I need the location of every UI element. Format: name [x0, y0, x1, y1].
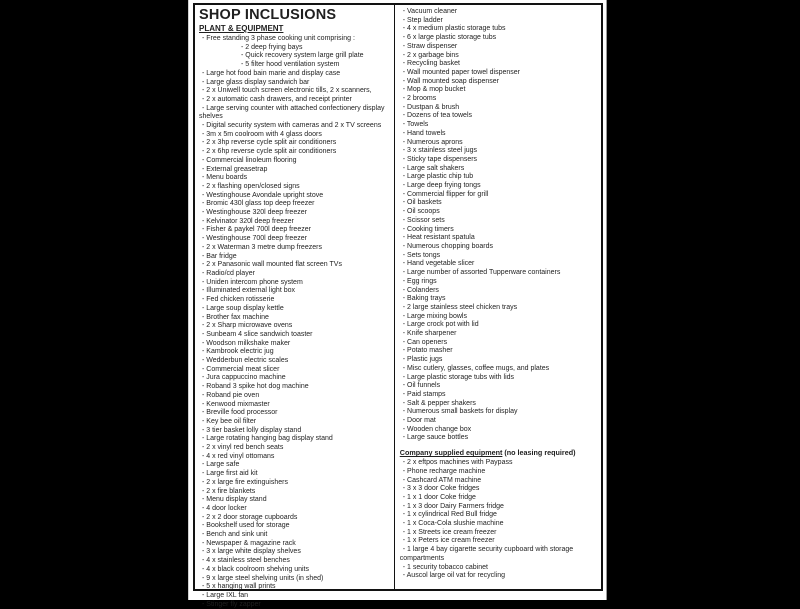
list-item: - Fisher & paykel 700l deep freezer: [202, 226, 311, 234]
list-item: - Phone recharge machine: [402, 467, 486, 475]
list-item: - 3 x stainless steel jugs: [402, 147, 478, 155]
list-item: - Door mat: [402, 417, 436, 425]
list-item: - 3 x 3 door Coke fridges: [402, 485, 480, 493]
list-item: - Wooden change box: [402, 425, 472, 433]
list-item: - Commercial meat slicer: [202, 365, 280, 373]
list-item: - 5 filter hood ventilation system: [241, 61, 340, 69]
list-item: - Breville food processor: [202, 409, 278, 417]
list-item: - Kelvinator 320l deep freezer: [202, 217, 294, 225]
list-item: - 2 x vinyl red bench seats: [202, 444, 284, 452]
list-item: - Large deep frying tongs: [402, 182, 481, 190]
list-item: - 9 x large steel shelving units (in shed): [202, 574, 324, 582]
list-item: - 2 x large fire extinguishers: [202, 478, 288, 486]
list-item: - Oil baskets: [402, 199, 442, 207]
list-item: - Knife sharpener: [402, 330, 457, 338]
list-item: - Paid stamps: [402, 390, 446, 398]
list-item: - Dustpan & brush: [402, 103, 460, 111]
list-item: - Large crock pot with lid: [402, 321, 479, 329]
list-item: - Large mixing bowls: [402, 312, 467, 320]
list-item: - 4 x black coolroom shelving units: [202, 565, 309, 573]
company-supplied-heading-text: Company supplied equipment: [399, 448, 503, 458]
list-item: - Illuminated external light box: [202, 287, 295, 295]
list-item: - 4 x medium plastic storage tubs: [402, 25, 506, 33]
list-item: - Salt & pepper shakers: [402, 399, 476, 407]
list-item: - 3m x 5m coolroom with 4 glass doors: [202, 130, 322, 138]
list-item: - Wall mounted soap dispenser: [402, 77, 499, 85]
list-item: - Large sauce bottles: [402, 434, 469, 442]
list-item: - Straw dispenser: [402, 42, 458, 50]
list-item: - 2 x 2 door storage cupboards: [202, 513, 298, 521]
list-item: - Free standing 3 phase cooking unit comprising :: [202, 35, 355, 42]
list-item: - 2 deep frying bays: [241, 43, 303, 51]
list-item: - 4 x stainless steel benches: [202, 557, 290, 565]
list-item: - Westinghouse Avondale upright stove: [202, 191, 324, 199]
list-item: - Large soup display kettle: [202, 304, 284, 312]
left-column: [195, 5, 395, 608]
list-item: - Bromic 430l glass top deep freezer: [202, 200, 315, 208]
list-item: - 2 x Panasonic wall mounted flat screen TVs: [202, 261, 342, 269]
list-item: - Large salt shakers: [402, 164, 465, 172]
list-item: - 2 x Sharp microwave ovens: [202, 322, 293, 330]
list-item: - Fed chicken rotisserie: [202, 296, 275, 304]
section-heading-plant-equipment: PLANT & EQUIPMENT: [199, 24, 284, 33]
list-item: - Sticky tape dispensers: [402, 155, 478, 163]
plant-equipment-list: [199, 35, 391, 609]
list-item: - 4 door locker: [202, 504, 247, 512]
list-item: - Woodson milkshake maker: [202, 339, 291, 347]
list-item: - Mop & mop bucket: [402, 86, 466, 94]
list-item: - Numerous chopping boards: [402, 242, 494, 250]
list-item: - Can openers: [402, 338, 448, 346]
list-item: - 1 x Coca-Cola slushie machine: [402, 520, 504, 528]
list-item: - Commercial linoleum flooring: [202, 156, 297, 164]
list-item: - Large first aid kit: [202, 470, 258, 478]
list-item: - 2 x Uniwell touch screen electronic tills, 2 x scanners,: [202, 87, 372, 95]
list-item: - Scissor sets: [402, 216, 445, 224]
list-item: - Large plastic chip tub: [402, 173, 474, 181]
list-item: - Jura cappuccino machine: [202, 374, 286, 382]
list-item: - 2 x automatic cash drawers, and receipt printer: [202, 95, 352, 103]
list-item: - Stinger fly zapper: [202, 600, 261, 608]
list-item: - 2 large stainless steel chicken trays: [402, 303, 518, 311]
list-item: - Brother fax machine: [202, 313, 269, 321]
list-item: - Hand towels: [402, 129, 446, 137]
list-item: - 2 x garbage bins: [402, 51, 459, 59]
list-item: - Cashcard ATM machine: [402, 476, 482, 484]
list-item: - 2 x 3hp reverse cycle split air conditioners: [202, 139, 337, 147]
list-item: - 2 x Waterman 3 metre dump freezers: [202, 243, 322, 251]
list-item: - Large serving counter with attached confectionery display shelves: [199, 104, 385, 121]
list-item: - 6 x large plastic storage tubs: [402, 34, 497, 42]
list-item: - Radio/cd player: [202, 269, 255, 277]
list-item: - 1 x Peters ice cream freezer: [402, 537, 495, 545]
list-item: - Menu display stand: [202, 496, 267, 504]
list-item: - Bench and sink unit: [202, 531, 268, 539]
list-item: - Large hot food bain marie and display case: [202, 69, 341, 77]
list-item: - Digital security system with cameras and 2 x TV screens: [202, 122, 382, 130]
section-heading-company-supplied: [400, 448, 599, 458]
list-item: - 1 x Streets ice cream freezer: [402, 528, 497, 536]
list-item: - 3 x large white display shelves: [202, 548, 301, 556]
company-supplied-list: [400, 459, 599, 581]
list-item: - Hand vegetable slicer: [402, 260, 475, 268]
list-item: - External greasetrap: [202, 165, 268, 173]
list-item: - 2 x eftpos machines with Paypass: [402, 459, 513, 467]
list-item: - 3 tier basket lolly display stand: [202, 426, 302, 434]
list-item: - Newspaper & magazine rack: [202, 539, 296, 547]
list-item: - 1 x 1 door Coke fridge: [402, 493, 476, 501]
list-item: - 5 x hanging wall prints: [202, 583, 276, 591]
list-item: - Sets tongs: [402, 251, 441, 259]
list-item: - Wedderbun electric scales: [202, 357, 289, 365]
right-column: [395, 5, 601, 589]
company-supplied-heading-suffix: (no leasing required): [502, 448, 576, 458]
list-item: - Heat resistant spatula: [402, 234, 475, 242]
list-item: - Dozens of tea towels: [402, 112, 473, 120]
list-item: - Auscol large oil vat for recycling: [402, 572, 506, 580]
list-item: - Large IXL fan: [202, 592, 249, 599]
list-item: - 2 brooms: [402, 95, 437, 103]
list-item: - Numerous small baskets for display: [402, 408, 518, 416]
list-item: - 1 x 3 door Dairy Farmers fridge: [402, 502, 504, 510]
list-item: - Large plastic storage tubs with lids: [402, 373, 515, 381]
list-item: - Kenwood mixmaster: [202, 400, 270, 408]
list-item: - Kambrook electric jug: [202, 348, 274, 356]
list-item: - Large rotating hanging bag display stand: [202, 435, 333, 443]
list-item: - Key bee oil filter: [202, 417, 257, 425]
list-item: - Quick recovery system large grill plate: [241, 52, 364, 60]
list-item: - Large safe: [202, 461, 240, 469]
page-title: SHOP INCLUSIONS: [199, 7, 337, 23]
list-item: - Large number of assorted Tupperware containers: [402, 269, 561, 277]
list-item: - Westinghouse 700l deep freezer: [202, 235, 307, 243]
list-item: - Step ladder: [402, 16, 443, 24]
list-item: - Potato masher: [402, 347, 453, 355]
list-item: - Bookshelf used for storage: [202, 522, 290, 530]
list-item: - Roband pie oven: [202, 391, 260, 399]
list-item: - 1 x cylindrical Red Bull fridge: [402, 511, 497, 519]
list-item: - Baking trays: [402, 295, 446, 303]
list-item: - Commercial flipper for grill: [402, 190, 489, 198]
list-item: - 1 large 4 bay cigarette security cupboard with storage compartments: [399, 546, 574, 562]
list-item: - Oil funnels: [402, 382, 441, 390]
list-item: - 4 x red vinyl ottomans: [202, 452, 275, 460]
list-item: - Vacuum cleaner: [402, 8, 458, 15]
list-item: - Wall mounted paper towel dispenser: [402, 68, 520, 76]
list-item: - Cooking timers: [402, 225, 454, 233]
list-item: - 2 x 6hp reverse cycle split air conditioners: [202, 148, 337, 156]
list-item: - Menu boards: [202, 174, 248, 182]
list-item: - Sunbeam 4 slice sandwich toaster: [202, 330, 313, 338]
list-item: - Westinghouse 320l deep freezer: [202, 209, 307, 217]
list-item: - 1 security tobacco cabinet: [402, 563, 488, 571]
list-item: - Numerous aprons: [402, 138, 463, 146]
list-item: - Plastic jugs: [402, 356, 443, 364]
list-item: - 2 x fire blankets: [202, 487, 256, 495]
list-item: - Misc cutlery, glasses, coffee mugs, and plates: [402, 364, 550, 372]
list-item: - Egg rings: [402, 277, 437, 285]
list-item: - Large glass display sandwich bar: [202, 78, 310, 86]
list-item: - 2 x flashing open/closed signs: [202, 182, 300, 190]
inclusions-box: [193, 3, 603, 608]
list-item: - Uniden intercom phone system: [202, 278, 303, 286]
list-item: - Bar fridge: [202, 252, 237, 260]
document-page: [188, 0, 607, 608]
list-item: - Colanders: [402, 286, 439, 294]
list-item: - Roband 3 spike hot dog machine: [202, 383, 309, 391]
general-equipment-list: [400, 8, 599, 443]
list-item: - Towels: [402, 121, 429, 129]
list-item: - Recycling basket: [402, 60, 460, 68]
list-item: - Oil scoops: [402, 208, 440, 216]
